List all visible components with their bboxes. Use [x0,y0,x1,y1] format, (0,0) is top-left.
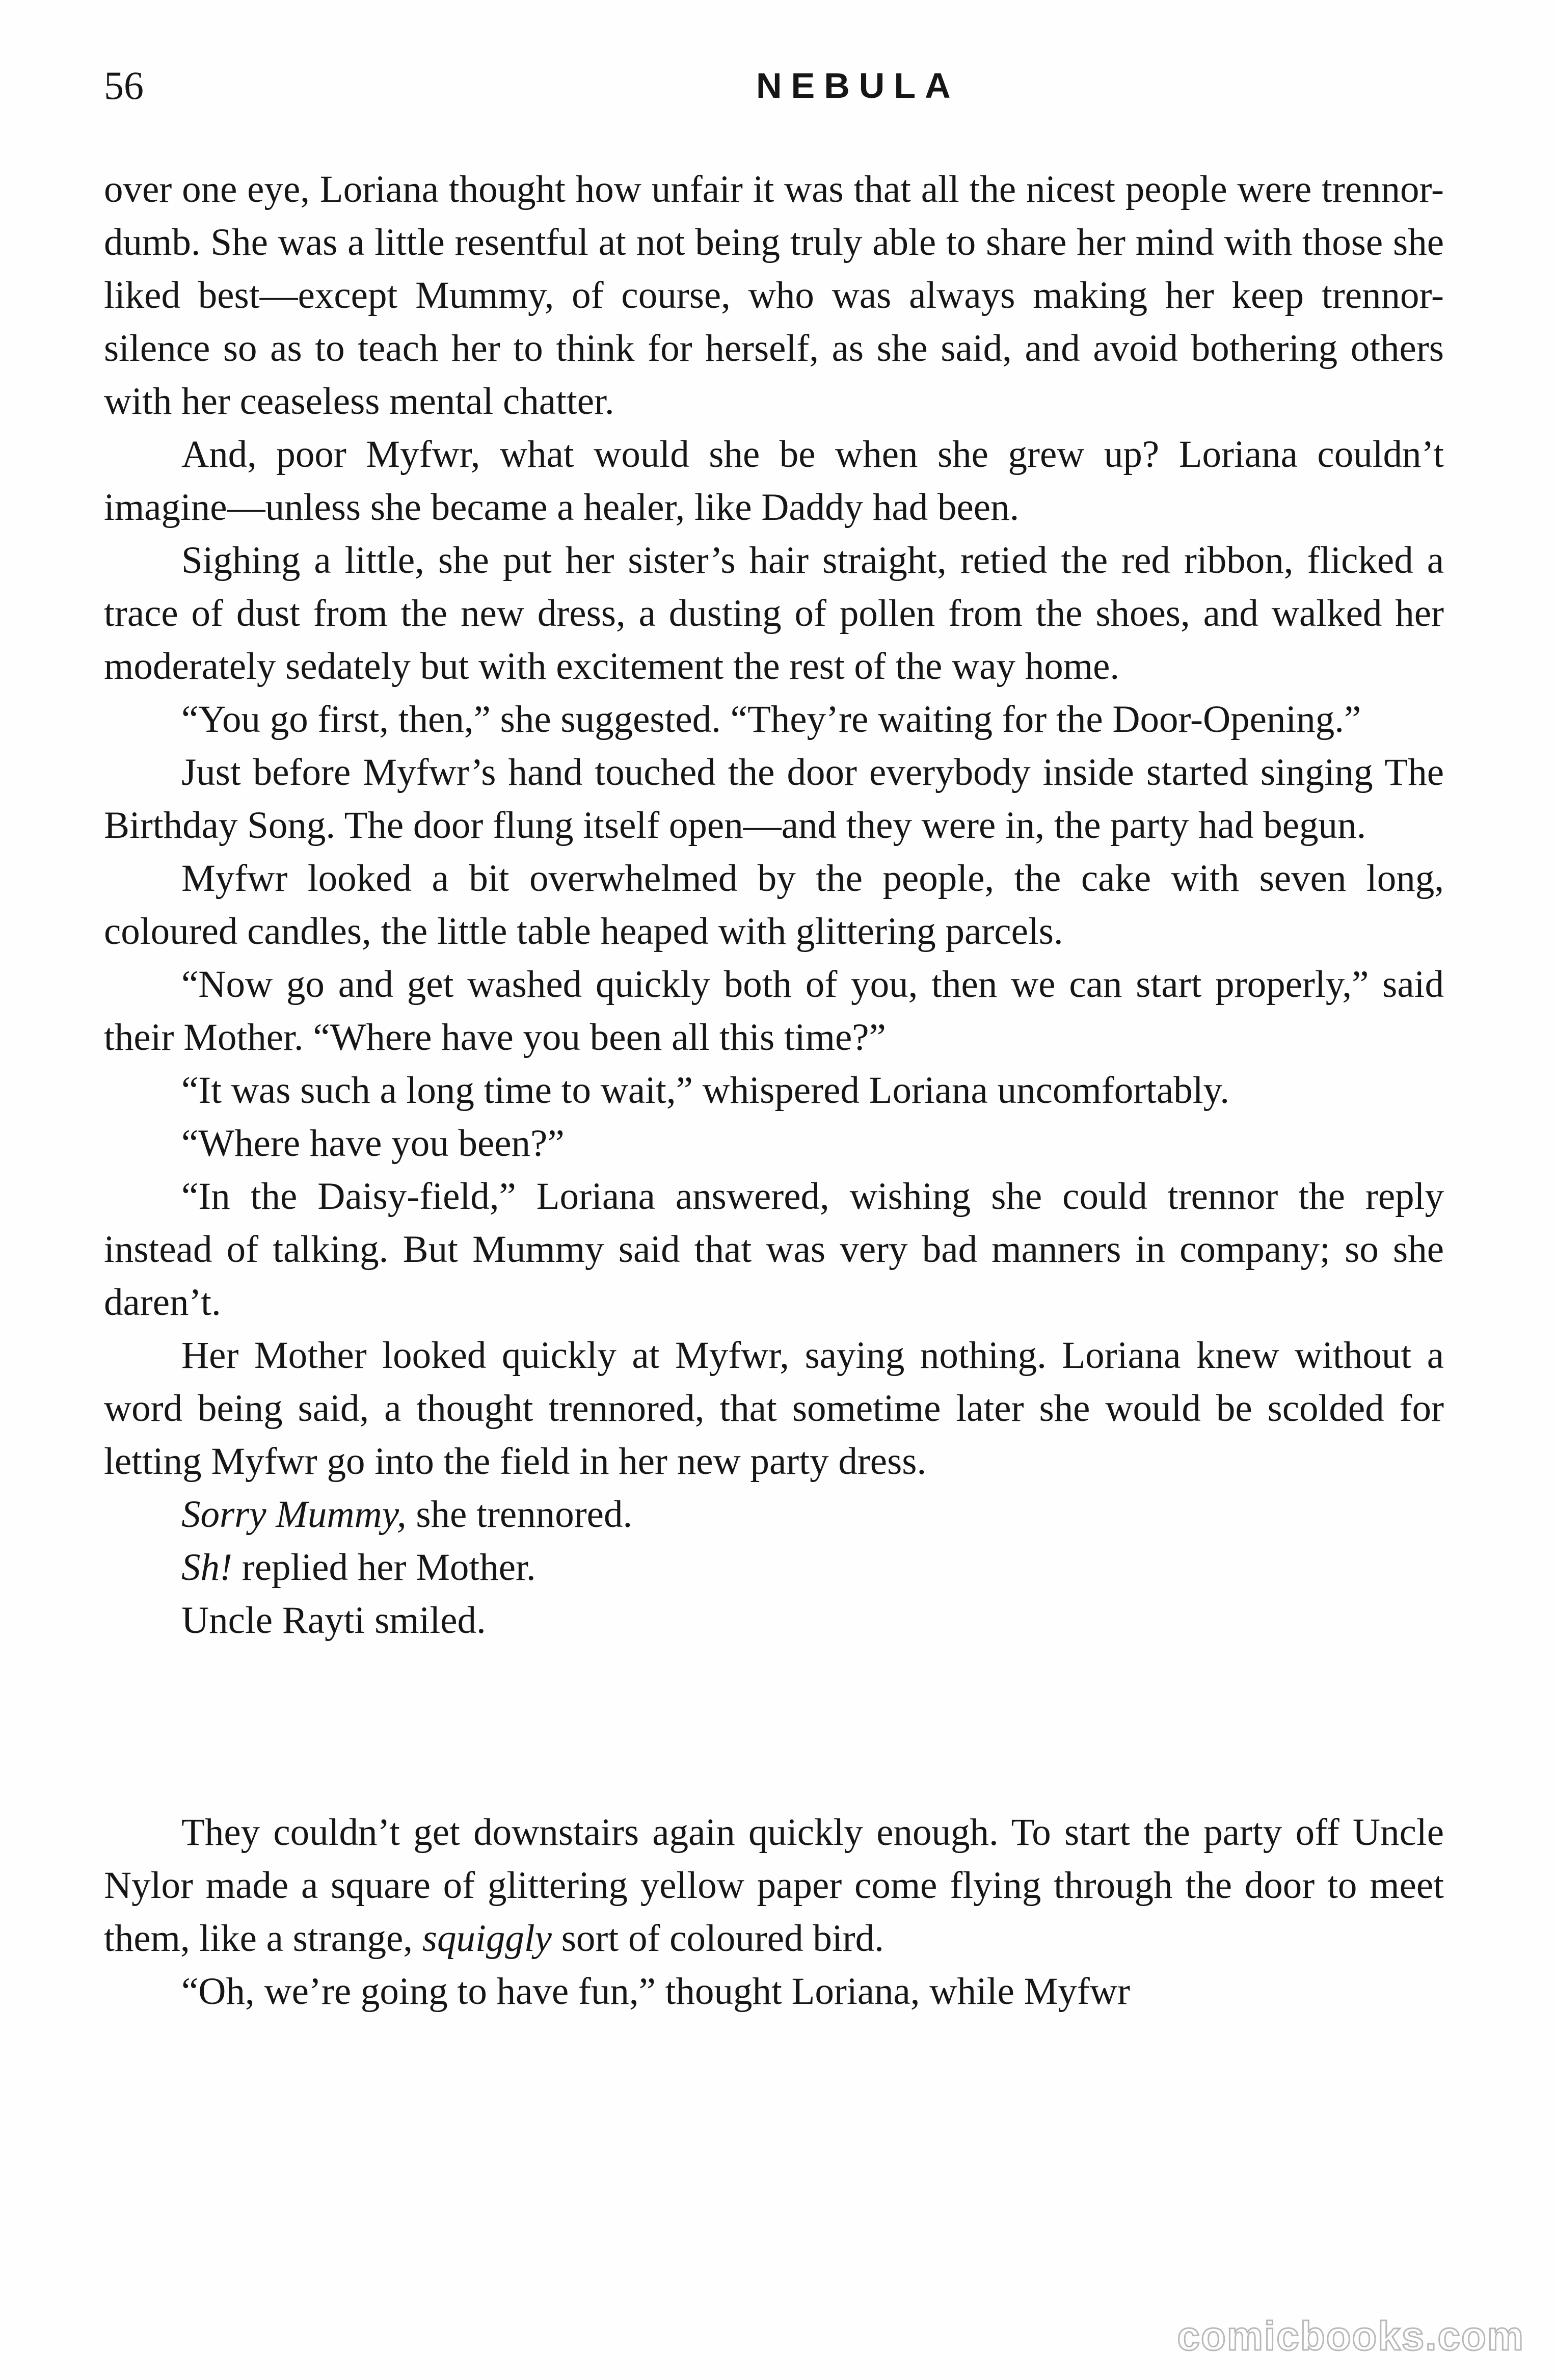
paragraph [104,1541,1444,1594]
paragraph: “Oh, we’re going to have fun,” thought Loriana, while Myfwr [181,1970,1130,2013]
paragraph-text: she trennored. [406,1493,633,1536]
paragraph: “It was such a long time to wait,” whispered Loriana uncomfortably. [181,1069,1230,1112]
paragraph: “You go first, then,” she suggested. “They’re waiting for the Door-Opening.” [181,698,1361,741]
journal-title: NEBULA [756,66,960,105]
paragraph: Her Mother looked quickly at Myfwr, saying nothing. Loriana knew without a word being said, a thought trennored, that sometime later she would be scolded for letting Myfwr go into the field in her new party dress. [104,1334,1444,1483]
paragraph [104,1806,1444,1965]
paragraph: Sighing a little, she put her sister’s hair straight, retied the red ribbon, flicked a trace of dust from the new dress, a dusting of pollen from the shoes, and walked her moderately sedately but with excitement the rest of the way home. [104,539,1444,687]
paragraph: “In the Daisy-field,” Loriana answered, wishing she could trennor the reply instead of talking. But Mummy said that was very bad manners in company; so she daren’t. [104,1175,1444,1324]
paragraph-text: replied her Mother. [232,1546,536,1589]
paragraph [104,1488,1444,1541]
paragraph: “Where have you been?” [181,1122,565,1165]
paragraph: Uncle Rayti smiled. [181,1599,486,1642]
italic-thought: Sorry Mummy, [181,1493,407,1536]
watermark: comicbooks.com [1177,2313,1524,2359]
page-number: 56 [104,63,144,108]
paragraph-text: sort of coloured bird. [551,1917,884,1960]
paragraph: Myfwr looked a bit overwhelmed by the people, the cake with seven long, coloured candles, the little table heaped with glittering parcels. [104,857,1444,953]
italic-word: squiggly [422,1917,552,1960]
paragraph-text: They couldn’t get downstairs again quickly enough. To start the party off Uncle Nylor made a square of glittering yellow paper come flying through the door to meet them, like a strange, [104,1811,1444,1960]
body-text [104,163,1444,2018]
italic-thought: Sh! [181,1546,232,1589]
running-head [104,60,1444,121]
paragraph: over one eye, Loriana thought how unfair it was that all the nicest people were trennor-dumb. She was a little resentful at not being truly able to share her mind with those she liked best—except Mummy, of course, who was always making her keep trennor-silence so as to teach her to think for herself, as she said, and avoid bothering others with her ceaseless mental chatter. [104,168,1444,422]
paragraph: And, poor Myfwr, what would she be when she grew up? Loriana couldn’t imagine—unless she became a healer, like Daddy had been. [104,433,1444,528]
paragraph: “Now go and get washed quickly both of you, then we can start properly,” said their Mother. “Where have you been all this time?” [104,963,1444,1059]
paragraph: Just before Myfwr’s hand touched the door everybody inside started singing The Birthday Song. The door flung itself open—and they were in, the party had begun. [104,751,1444,847]
